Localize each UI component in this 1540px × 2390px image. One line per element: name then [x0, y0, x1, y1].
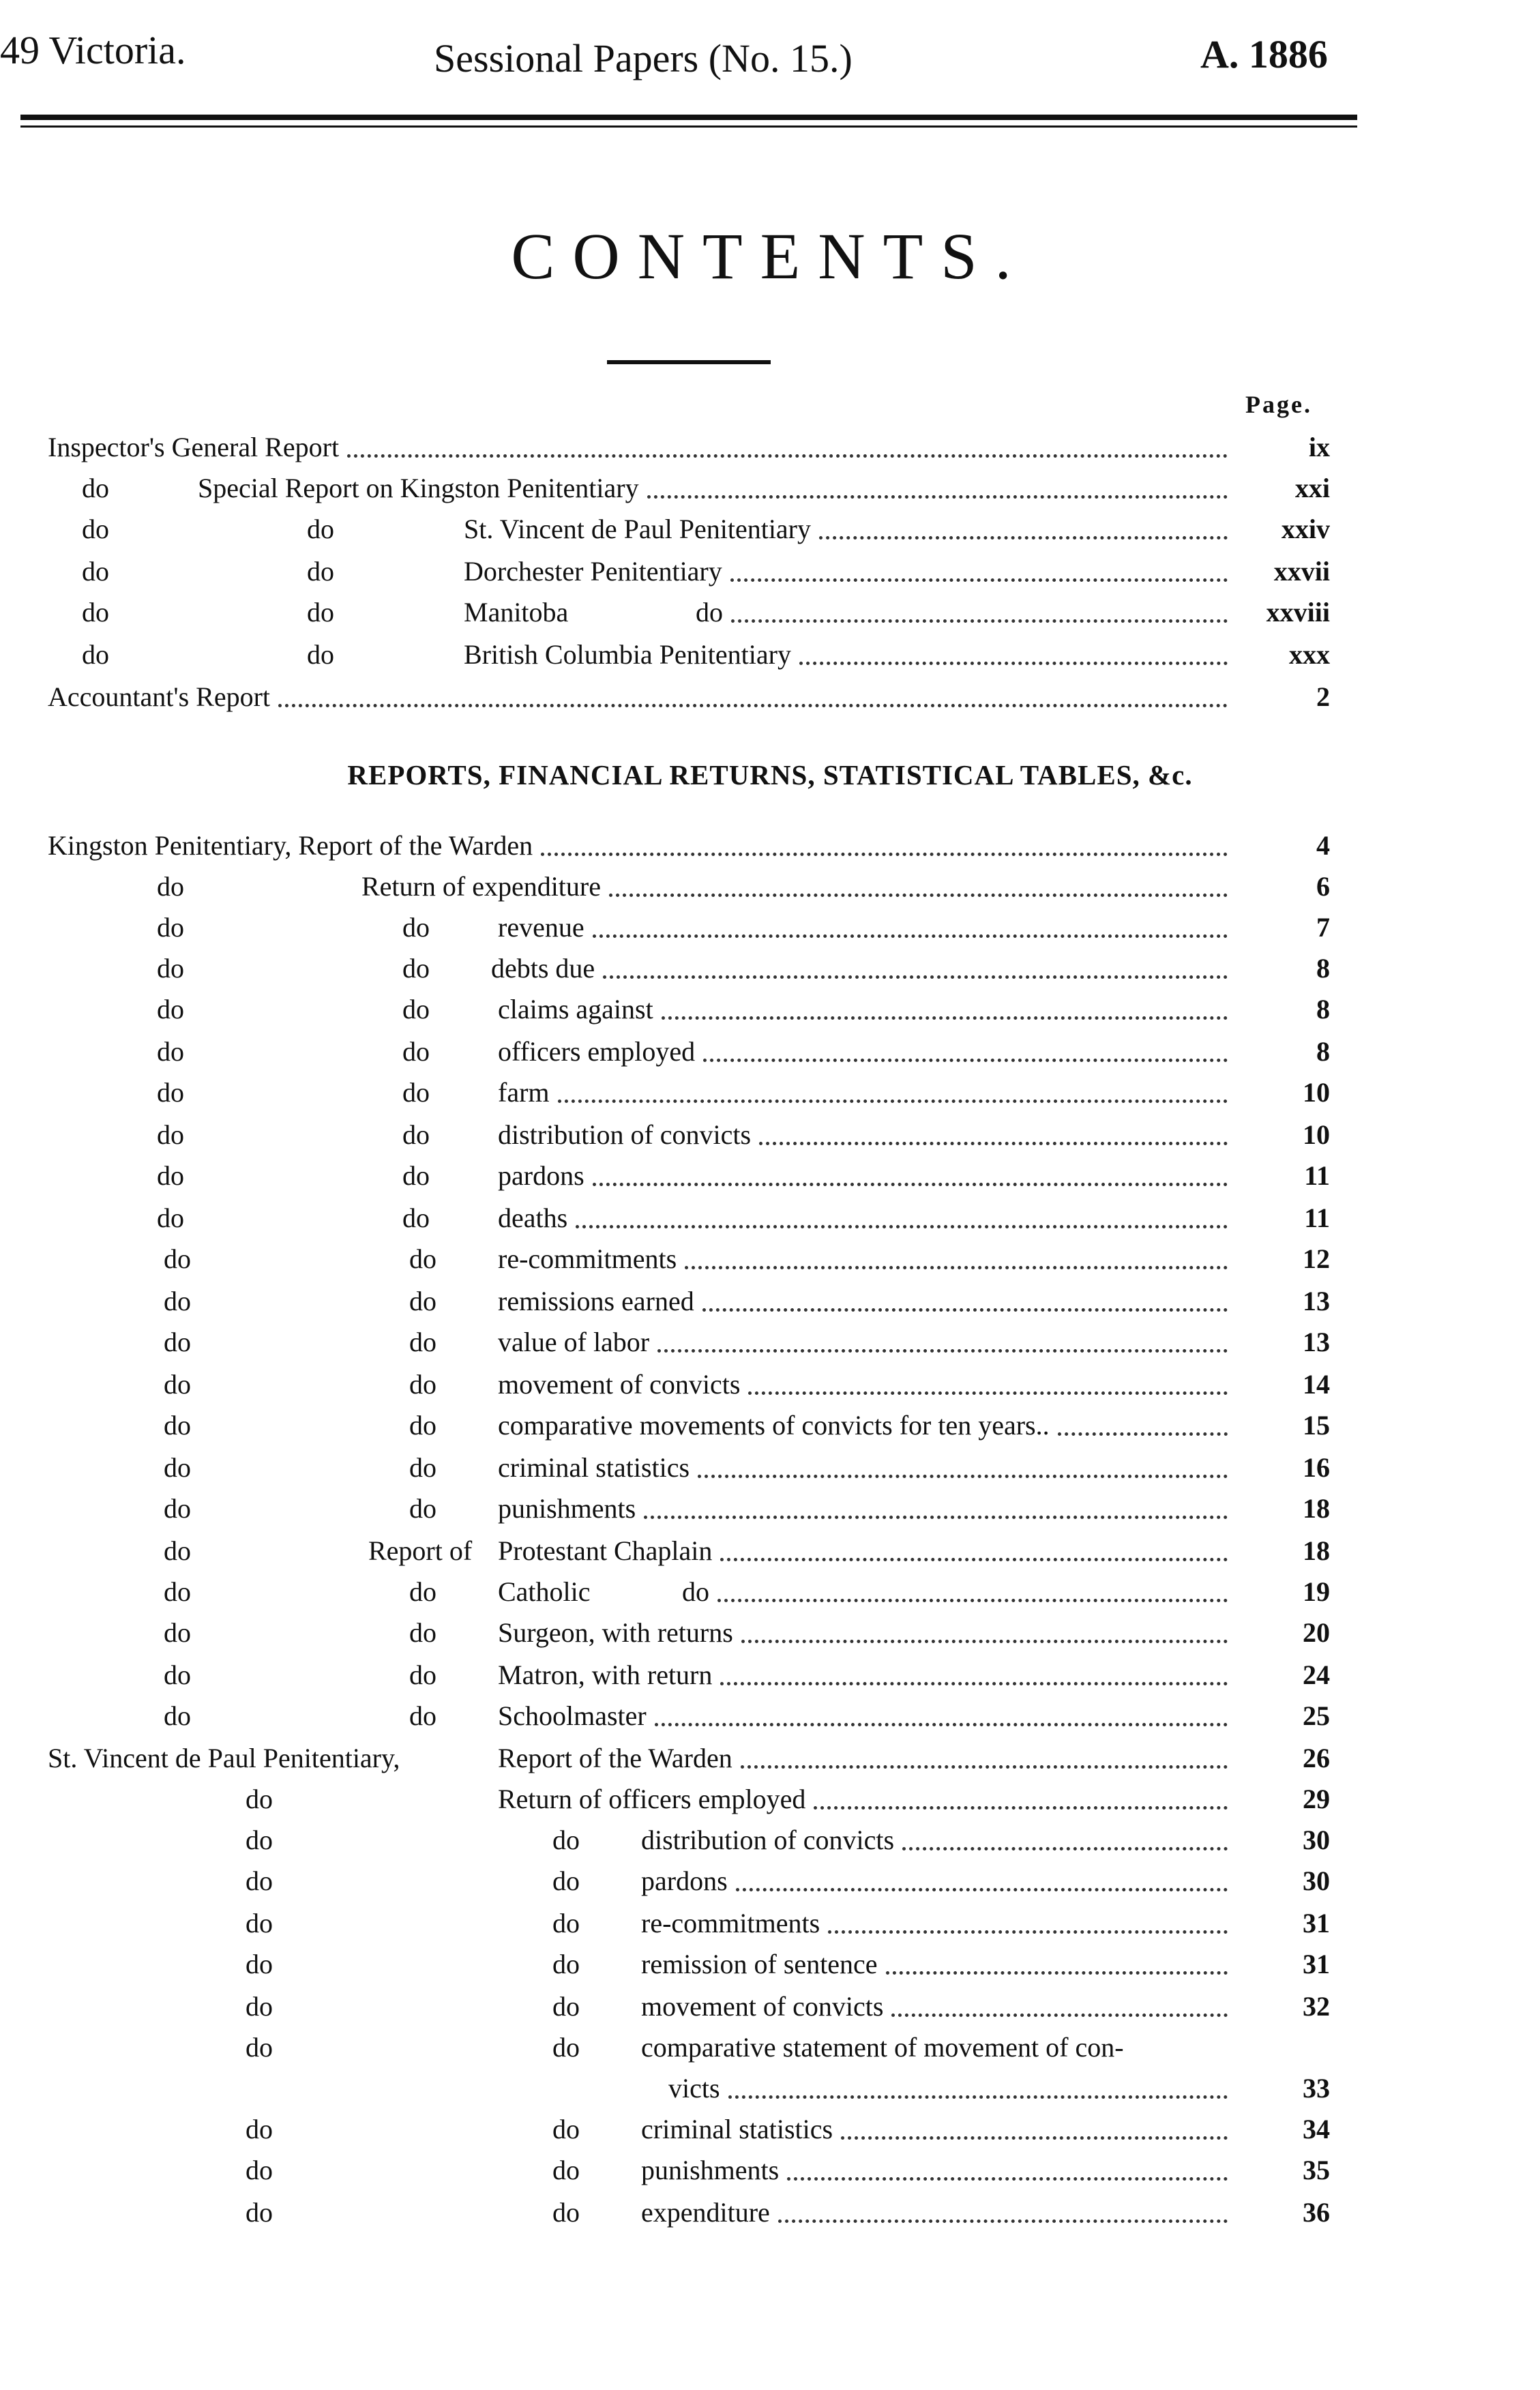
entry-text: do: [82, 639, 109, 670]
leader-dots: [698, 1475, 1228, 1478]
entry-text: do: [164, 1700, 191, 1731]
entry-page-number: 30: [1303, 1865, 1330, 1896]
leader-dots: [685, 1266, 1228, 1269]
leader-dots: [576, 1225, 1228, 1228]
entry-text: pardons: [498, 1160, 584, 1191]
entry-page-number: 6: [1316, 871, 1330, 902]
entry-text: Return of officers employed: [498, 1784, 806, 1814]
entry-text: do: [246, 1991, 273, 2022]
leader-dots: [662, 1016, 1228, 1020]
entry-text: do: [552, 1949, 580, 1979]
entry-text: Surgeon, with returns: [498, 1617, 733, 1648]
leader-dots: [603, 975, 1228, 979]
entry-text: do: [82, 556, 109, 587]
entry-text: do: [552, 2114, 580, 2144]
entry-text: do: [164, 1535, 191, 1566]
leader-dots: [657, 1349, 1228, 1353]
entry-text: claims against: [498, 994, 653, 1024]
entry-text: do: [552, 1908, 580, 1938]
leader-dots: [787, 2177, 1228, 2181]
entry-page-number: 10: [1303, 1119, 1330, 1150]
entry-text: victs: [668, 2073, 720, 2104]
leader-dots: [347, 454, 1228, 458]
leader-dots: [731, 619, 1228, 623]
entry-page-number: 8: [1316, 953, 1330, 984]
entry-text: do: [682, 1576, 709, 1607]
leader-dots: [886, 1971, 1228, 1975]
entry-text: do: [409, 1452, 436, 1483]
leader-dots: [541, 853, 1228, 856]
entry-text: Report of: [368, 1535, 473, 1566]
entry-page-number: 16: [1303, 1452, 1330, 1483]
leader-dots: [644, 1516, 1228, 1519]
entry-text: do: [164, 1369, 191, 1400]
header-rule-thick: [20, 115, 1357, 120]
header-left: 49 Victoria.: [0, 28, 186, 72]
entry-text: do: [307, 597, 334, 628]
entry-text: do: [157, 1077, 184, 1108]
entry-text: officers employed: [498, 1036, 696, 1067]
entry-text: do: [164, 1410, 191, 1441]
entry-page-number: 11: [1304, 1160, 1330, 1191]
entry-page-number: 19: [1303, 1576, 1330, 1607]
entry-page-number: 8: [1316, 994, 1330, 1024]
leader-dots: [814, 1806, 1228, 1810]
entry-text: St. Vincent de Paul Penitentiary: [464, 514, 812, 544]
entry-text: Inspector's General Report: [48, 432, 340, 462]
leader-dots: [902, 1847, 1228, 1850]
entry-page-number: 31: [1303, 1949, 1330, 1979]
entry-page-number: 12: [1303, 1243, 1330, 1274]
leader-dots: [717, 1599, 1228, 1602]
entry-text: deaths: [498, 1203, 568, 1233]
leader-dots: [720, 1682, 1228, 1685]
leader-dots: [655, 1723, 1228, 1726]
leader-dots: [703, 1059, 1228, 1062]
entry-text: do: [402, 1203, 430, 1233]
entry-text: do: [157, 1119, 184, 1150]
leader-dots: [736, 1888, 1228, 1891]
entry-page-number: 31: [1303, 1908, 1330, 1938]
entry-page-number: 24: [1303, 1659, 1330, 1690]
entry-text: criminal statistics: [498, 1452, 690, 1483]
entry-text: re-commitments: [641, 1908, 820, 1938]
entry-text: Protestant Chaplain: [498, 1535, 713, 1566]
entry-page-number: 25: [1303, 1700, 1330, 1731]
entry-page-number: xxviii: [1266, 597, 1330, 628]
section-heading: REPORTS, FINANCIAL RETURNS, STATISTICAL TABLES, &c.: [347, 759, 1193, 791]
entry-text: criminal statistics: [641, 2114, 833, 2144]
entry-text: do: [157, 1036, 184, 1067]
entry-text: do: [157, 953, 184, 984]
entry-text: do: [164, 1286, 191, 1316]
entry-text: do: [246, 2114, 273, 2144]
entry-text: St. Vincent de Paul Penitentiary,: [48, 1743, 400, 1773]
leader-dots: [609, 894, 1228, 897]
entry-text: do: [157, 1160, 184, 1191]
entry-text: do: [246, 1908, 273, 1938]
leader-dots: [593, 934, 1228, 938]
entry-text: revenue: [498, 912, 584, 943]
entry-page-number: 10: [1303, 1077, 1330, 1108]
entry-text: do: [157, 1203, 184, 1233]
leader-dots: [841, 2136, 1228, 2140]
entry-text: do: [157, 871, 184, 902]
entry-text: do: [402, 912, 430, 943]
entry-text: Accountant's Report: [48, 681, 271, 712]
entry-text: do: [409, 1369, 436, 1400]
entry-page-number: 33: [1303, 2073, 1330, 2104]
leader-dots: [728, 2095, 1228, 2099]
entry-page-number: 15: [1303, 1410, 1330, 1441]
entry-text: do: [164, 1617, 191, 1648]
entry-text: Manitoba: [464, 597, 569, 628]
page-title: CONTENTS.: [511, 220, 1029, 293]
entry-text: do: [409, 1576, 436, 1607]
entry-text: do: [552, 1825, 580, 1855]
header-right: A. 1886: [1200, 32, 1328, 76]
entry-text: do: [402, 1119, 430, 1150]
leader-dots: [778, 2219, 1228, 2223]
entry-text: do: [402, 1160, 430, 1191]
entry-text: Schoolmaster: [498, 1700, 647, 1731]
entry-text: distribution of convicts: [498, 1119, 752, 1150]
entry-text: do: [246, 1865, 273, 1896]
entry-text: Matron, with return: [498, 1659, 713, 1690]
leader-dots: [558, 1100, 1228, 1103]
entry-text: do: [246, 2032, 273, 2063]
entry-text: do: [307, 514, 334, 544]
entry-text: Special Report on Kingston Penitentiary: [198, 473, 639, 503]
entry-text: do: [409, 1493, 436, 1524]
entry-text: Report of the Warden: [498, 1743, 732, 1773]
entry-page-number: 2: [1316, 681, 1330, 712]
entry-page-number: 36: [1303, 2197, 1330, 2228]
entry-text: do: [552, 1991, 580, 2022]
entry-page-number: 26: [1303, 1743, 1330, 1773]
leader-dots: [741, 1765, 1228, 1769]
entry-text: expenditure: [641, 2197, 770, 2228]
leader-dots: [799, 662, 1228, 665]
entry-text: do: [164, 1576, 191, 1607]
entry-page-number: 18: [1303, 1493, 1330, 1524]
entry-text: Kingston Penitentiary, Report of the Warden: [48, 830, 533, 861]
entry-page-number: 13: [1303, 1286, 1330, 1316]
leader-dots: [891, 2013, 1228, 2017]
entry-text: do: [164, 1452, 191, 1483]
entry-text: do: [409, 1327, 436, 1357]
leader-dots: [720, 1558, 1228, 1561]
page-column-label: Page.: [1245, 391, 1312, 418]
entry-text: do: [307, 639, 334, 670]
leader-dots: [647, 495, 1228, 499]
entry-page-number: 11: [1304, 1203, 1330, 1233]
entry-text: do: [246, 1949, 273, 1979]
entry-text: punishments: [641, 2155, 780, 2185]
entry-text: do: [552, 1865, 580, 1896]
entry-text: do: [402, 953, 430, 984]
entry-page-number: 34: [1303, 2114, 1330, 2144]
entry-text: do: [246, 2197, 273, 2228]
entry-text: re-commitments: [498, 1243, 677, 1274]
entry-text: remissions earned: [498, 1286, 694, 1316]
entry-text: movement of convicts: [641, 1991, 884, 2022]
entry-text: pardons: [641, 1865, 728, 1896]
entry-text: comparative statement of movement of con-: [641, 2032, 1124, 2063]
entry-page-number: 32: [1303, 1991, 1330, 2022]
entry-text: do: [402, 994, 430, 1024]
entry-text: do: [157, 912, 184, 943]
entry-text: do: [402, 1036, 430, 1067]
entry-text: do: [696, 597, 723, 628]
entry-text: Catholic: [498, 1576, 591, 1607]
entry-page-number: xxvii: [1273, 556, 1330, 587]
entry-page-number: 35: [1303, 2155, 1330, 2185]
entry-text: do: [409, 1243, 436, 1274]
entry-page-number: 8: [1316, 1036, 1330, 1067]
header-rule-thin: [20, 126, 1357, 128]
entry-text: distribution of convicts: [641, 1825, 895, 1855]
entry-page-number: 20: [1303, 1617, 1330, 1648]
entry-text: do: [246, 2155, 273, 2185]
entry-text: value of labor: [498, 1327, 650, 1357]
entry-text: do: [246, 1825, 273, 1855]
entry-text: do: [409, 1617, 436, 1648]
entry-text: do: [552, 2155, 580, 2185]
entry-text: Dorchester Penitentiary: [464, 556, 722, 587]
entry-text: do: [409, 1659, 436, 1690]
entry-text: debts due: [491, 953, 595, 984]
entry-text: movement of convicts: [498, 1369, 741, 1400]
title-rule: [607, 360, 771, 364]
entry-text: do: [307, 556, 334, 587]
entry-text: do: [82, 473, 109, 503]
entry-page-number: xxiv: [1281, 514, 1330, 544]
entry-text: do: [402, 1077, 430, 1108]
entry-page-number: 14: [1303, 1369, 1330, 1400]
entry-text: do: [552, 2032, 580, 2063]
entry-text: do: [82, 514, 109, 544]
leader-dots: [748, 1391, 1228, 1395]
entry-page-number: 7: [1316, 912, 1330, 943]
entry-text: do: [552, 2197, 580, 2228]
entry-text: do: [246, 1784, 273, 1814]
entry-text: do: [409, 1286, 436, 1316]
leader-dots: [278, 704, 1228, 707]
entry-text: do: [82, 597, 109, 628]
entry-page-number: xxx: [1289, 639, 1330, 670]
entry-text: Return of expenditure: [361, 871, 601, 902]
entry-text: do: [409, 1410, 436, 1441]
entry-text: do: [164, 1659, 191, 1690]
entry-page-number: 4: [1316, 830, 1330, 861]
leader-dots: [819, 536, 1228, 540]
entry-text: do: [164, 1327, 191, 1357]
entry-page-number: 18: [1303, 1535, 1330, 1566]
entry-text: British Columbia Penitentiary: [464, 639, 791, 670]
entry-text: comparative movements of convicts for ten years..: [498, 1410, 1050, 1441]
leader-dots: [730, 578, 1228, 582]
entry-page-number: 13: [1303, 1327, 1330, 1357]
entry-text: punishments: [498, 1493, 636, 1524]
leader-dots: [828, 1930, 1228, 1934]
entry-page-number: xxi: [1294, 473, 1330, 503]
entry-page-number: 29: [1303, 1784, 1330, 1814]
entry-text: remission of sentence: [641, 1949, 878, 1979]
leader-dots: [593, 1183, 1228, 1186]
entry-text: do: [164, 1243, 191, 1274]
leader-dots: [1058, 1432, 1228, 1436]
leader-dots: [702, 1308, 1228, 1312]
leader-dots: [759, 1142, 1228, 1145]
entry-text: farm: [498, 1077, 550, 1108]
entry-page-number: ix: [1308, 432, 1330, 462]
entry-text: do: [157, 994, 184, 1024]
entry-text: do: [409, 1700, 436, 1731]
header-center: Sessional Papers (No. 15.): [434, 36, 853, 80]
entry-text: do: [164, 1493, 191, 1524]
entry-page-number: 30: [1303, 1825, 1330, 1855]
leader-dots: [741, 1640, 1228, 1643]
